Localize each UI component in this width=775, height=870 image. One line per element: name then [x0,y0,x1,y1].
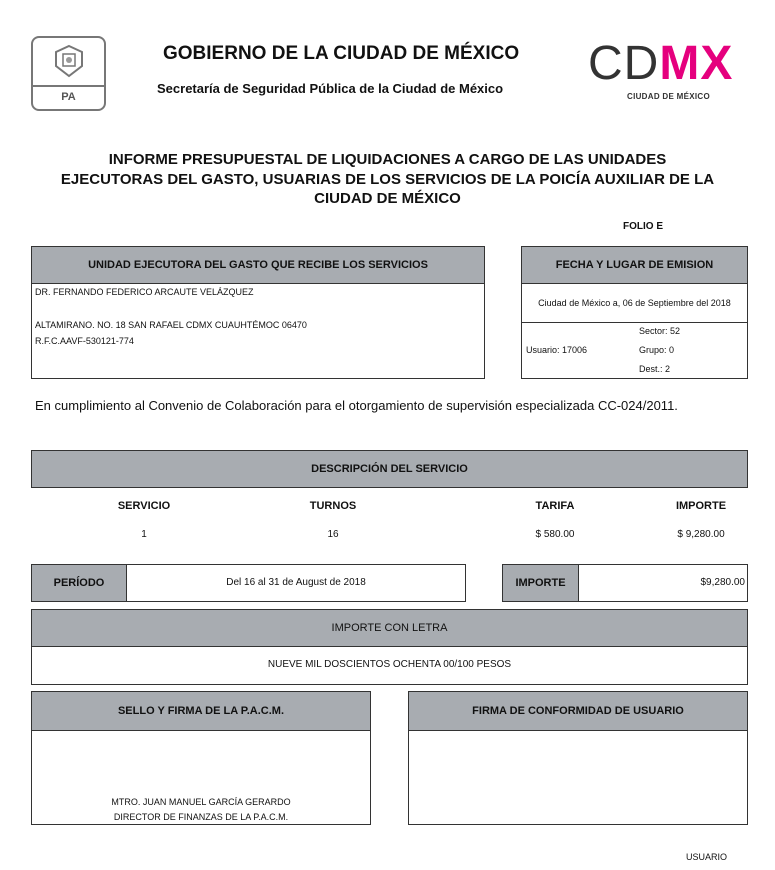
grupo-value: Grupo: 0 [639,345,675,355]
importe-label: IMPORTE [502,564,579,602]
col-servicio: SERVICIO [117,500,171,512]
col-tarifa: TARIFA [535,500,575,512]
col-turnos: TURNOS [309,500,357,512]
firma-usuario-header: FIRMA DE CONFORMIDAD DE USUARIO [408,691,748,731]
unidad-name: DR. FERNANDO FEDERICO ARCAUTE VELÁZQUEZ [35,287,254,297]
firma-usuario-box [408,730,748,825]
firma-pacm-name: MTRO. JUAN MANUEL GARCÍA GERARDO [111,797,291,807]
periodo-label: PERÍODO [31,564,127,602]
letra-value: NUEVE MIL DOSCIENTOS OCHENTA 00/100 PESOS [267,659,512,670]
cdmx-logo-subtitle: CIUDAD DE MÉXICO [627,92,711,101]
doc-title-line2: EJECUTORAS DEL GASTO, USUARIAS DE LOS SERVICIOS DE LA POICÍA AUXILIAR DE LA [60,171,715,188]
firma-pacm-role: DIRECTOR DE FINANZAS DE LA P.A.C.M. [113,812,289,822]
importe-value: $9,280.00 [700,577,745,588]
pa-badge-logo [31,36,106,111]
unidad-header: UNIDAD EJECUTORA DEL GASTO QUE RECIBE LOS SERVICIOS [31,246,485,284]
cell-turnos: 16 [327,529,339,540]
page-title: GOBIERNO DE LA CIUDAD DE MÉXICO [163,43,520,64]
badge-text: PA [33,85,104,103]
cell-importe: $ 9,280.00 [677,529,725,540]
cell-tarifa: $ 580.00 [535,529,575,540]
footer-usuario: USUARIO [686,852,728,862]
fecha-header: FECHA Y LUGAR DE EMISION [521,246,748,284]
fecha-place-date: Ciudad de México a, 06 de Septiembre del 2018 [538,298,731,308]
doc-title-line1: INFORME PRESUPUESTAL DE LIQUIDACIONES A CARGO DE LAS UNIDADES [108,151,667,168]
periodo-value: Del 16 al 31 de August de 2018 [226,577,366,588]
unidad-rfc: R.F.C.AAVF-530121-774 [35,336,134,346]
convenio-text: En cumplimiento al Convenio de Colaboración para el otorgamiento de supervisión especializada CC-024/2011. [35,398,678,413]
dest-value: Dest.: 2 [639,364,671,374]
police-shield-icon [52,44,86,78]
firma-pacm-box [31,730,371,825]
unidad-box [31,283,485,379]
cell-servicio: 1 [141,529,147,540]
usuario-value: Usuario: 17006 [526,345,588,355]
servicio-header: DESCRIPCIÓN DEL SERVICIO [31,450,748,488]
page-subtitle: Secretaría de Seguridad Pública de la Ciudad de México [157,81,504,96]
sector-value: Sector: 52 [639,326,681,336]
col-importe: IMPORTE [675,500,727,512]
folio-label: FOLIO E [623,221,663,232]
letra-header: IMPORTE CON LETRA [31,609,748,647]
cdmx-logo: CDMX [588,37,734,90]
doc-title-line3: CIUDAD DE MÉXICO [314,190,461,207]
firma-pacm-header: SELLO Y FIRMA DE LA P.A.C.M. [31,691,371,731]
unidad-address: ALTAMIRANO. NO. 18 SAN RAFAEL CDMX CUAUHTÉMOC 06470 [35,320,307,330]
